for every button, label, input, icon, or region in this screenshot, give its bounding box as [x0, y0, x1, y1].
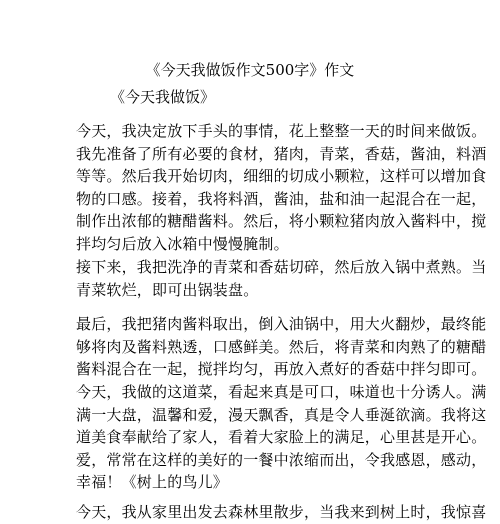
text-line: 青菜软烂，即可出锅装盘。: [76, 280, 259, 299]
text-line: 我先准备了所有必要的食材，猪肉，青菜，香菇，酱油，料酒: [76, 144, 487, 163]
text-line: 够将肉及酱料熟透，口感鲜美。然后，将青菜和肉熟了的糖醋: [76, 337, 487, 356]
text-line: 接下来，我把洗净的青菜和香菇切碎，然后放入锅中煮熟。当: [76, 258, 487, 276]
paragraph-3: [76, 313, 487, 381]
paragraph-1: [76, 120, 487, 255]
essay-title: 《今天我做饭》: [110, 88, 216, 106]
text-line: 今天，我从家里出发去森林里散步，当我来到树上时，我惊喜: [76, 503, 487, 521]
text-line: 幸福！《树上的鸟儿》: [76, 473, 229, 491]
document-title: 《今天我做饭作文500字》作文: [145, 61, 355, 79]
text-line: 爱，常常在这样的美好的一餐中浓缩而出，令我感恩，感动，: [76, 450, 487, 469]
paragraph-2: [76, 256, 487, 301]
paragraph-4: [76, 381, 487, 494]
text-line: 满一大盘，温馨和爱，漫天飘香，真是令人垂涎欲滴。我将这: [76, 405, 487, 424]
text-line: 酱料混合在一起，搅拌均匀，再放入煮好的香菇中拌匀即可。: [76, 360, 487, 378]
text-line: 物的口感。接着，我将料酒，酱油，盐和油一起混合在一起，: [76, 189, 487, 208]
text-line: 制作出浓郁的糖醋酱料。然后，将小颗粒猪肉放入酱料中，搅: [76, 212, 487, 230]
paragraph-5: [76, 501, 487, 524]
text-line: 今天，我做的这道菜，看起来真是可口，味道也十分诱人。满: [76, 383, 487, 401]
text-line: 拌均匀后放入冰箱中慢慢腌制。: [76, 234, 289, 253]
text-line: 今天，我决定放下手头的事情，花上整整一天的时间来做饭。: [76, 122, 487, 140]
text-line: 最后，我把猪肉酱料取出，倒入油锅中，用大火翻炒，最终能: [76, 315, 487, 333]
text-line: 等等。然后我开始切肉，细细的切成小颗粒，这样可以增加食: [76, 167, 487, 185]
text-line: 道美食奉献给了家人，看着大家脸上的满足，心里甚是开心。: [76, 428, 487, 446]
